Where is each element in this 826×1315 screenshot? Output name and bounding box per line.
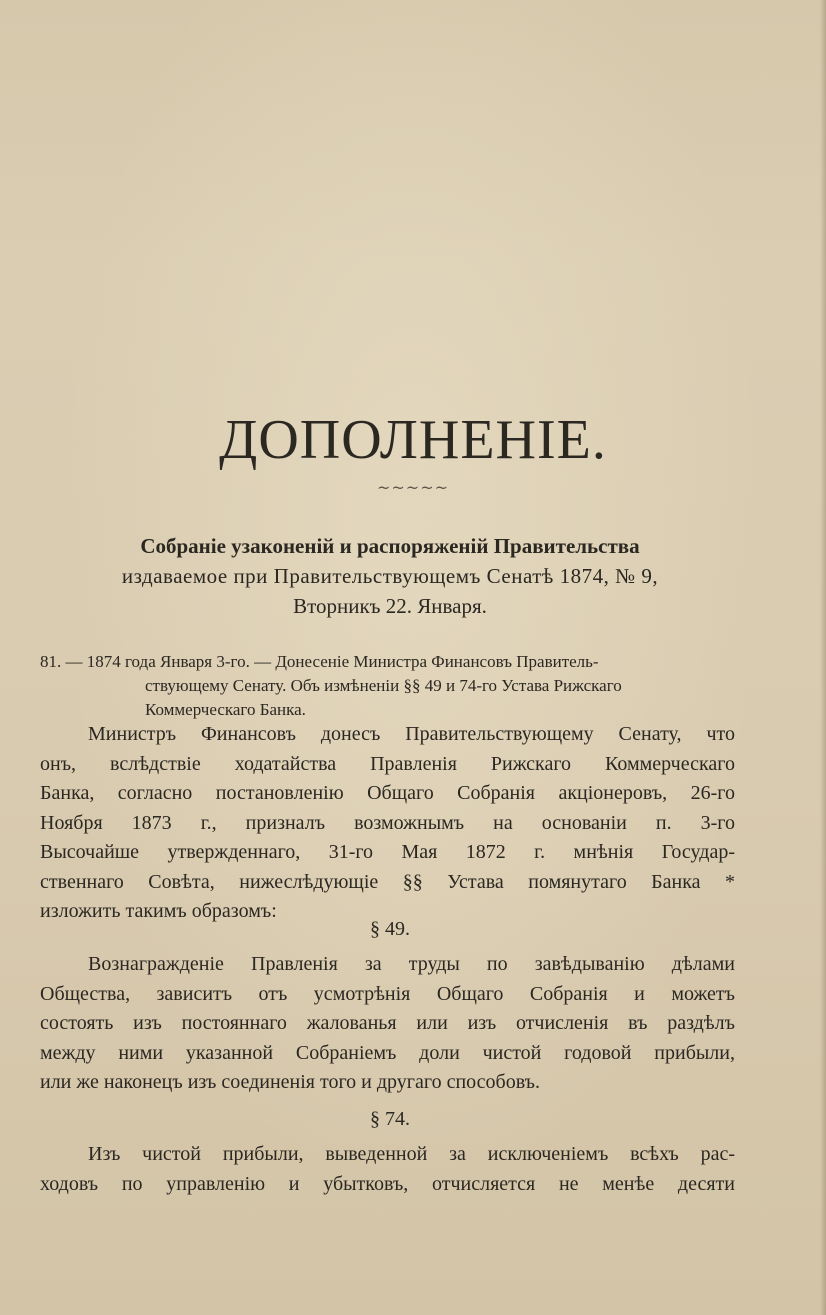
page-edge-shadow [820,0,826,1315]
collection-date: Вторникъ 22. Января. [293,594,487,618]
paragraph-line: Изъ чистой прибыли, выведенной за исключеніемъ всѣхъ рас- [88,1143,735,1165]
collection-title: Собраніе узаконеній и распоряженій Правительства [140,534,640,558]
paragraph-line: онъ, вслѣдствіе ходатайства Правленія Рижскаго Коммерческаго [40,752,735,775]
document-title: ДОПОЛНЕНІЕ. [219,409,607,471]
decree-heading [40,650,740,722]
decree-line: Коммерческаго Банка. [145,700,306,719]
paragraph-line: изложить такимъ образомъ: [40,900,277,922]
paragraph-line: между ними указанной Собраніемъ доли чистой годовой прибыли, [40,1041,735,1064]
decree-line: 81. — 1874 года Января 3-го. — Донесеніе Министра Финансовъ Правитель- [40,652,599,671]
section-49-heading: § 49. [370,918,410,940]
paragraph-line: Банка, согласно постановленію Общаго Собранія акціонеровъ, 26-го [40,782,735,804]
decree-line: ствующему Сенату. Объ измѣненіи §§ 49 и 74-го Устава Рижскаго [145,676,622,695]
title-ornament: ~~~~~ [376,478,450,497]
section-74-heading: § 74. [370,1108,410,1130]
intro-paragraph [40,720,735,927]
section-49-paragraph [40,950,735,1098]
section-74-paragraph [40,1140,735,1199]
paragraph-line: Высочайше утвержденнаго, 31-го Мая 1872 г. мнѣнія Государ- [40,841,735,863]
paragraph-line: Министръ Финансовъ донесъ Правительствующему Сенату, что [88,723,735,745]
paragraph-line: или же наконецъ изъ соединенія того и другаго способовъ. [40,1071,540,1093]
collection-subtitle: издаваемое при Правительствующемъ Сенатѣ 1874, № 9, [121,564,659,588]
paragraph-line: Ноября 1873 г., призналъ возможнымъ на основаніи п. 3-го [40,811,735,834]
paragraph-line: ходовъ по управленію и убытковъ, отчисляется не менѣе десяти [40,1172,735,1195]
paragraph-line: ственнаго Совѣта, нижеслѣдующіе §§ Устава помянутаго Банка * [40,870,735,893]
paragraph-line: состоять изъ постояннаго жалованья или изъ отчисленія въ раздѣлъ [40,1012,735,1034]
paragraph-line: Общества, зависитъ отъ усмотрѣнія Общаго Собранія и можетъ [40,982,735,1005]
paragraph-line: Вознагражденіе Правленія за труды по завѣдыванію дѣлами [88,953,735,975]
